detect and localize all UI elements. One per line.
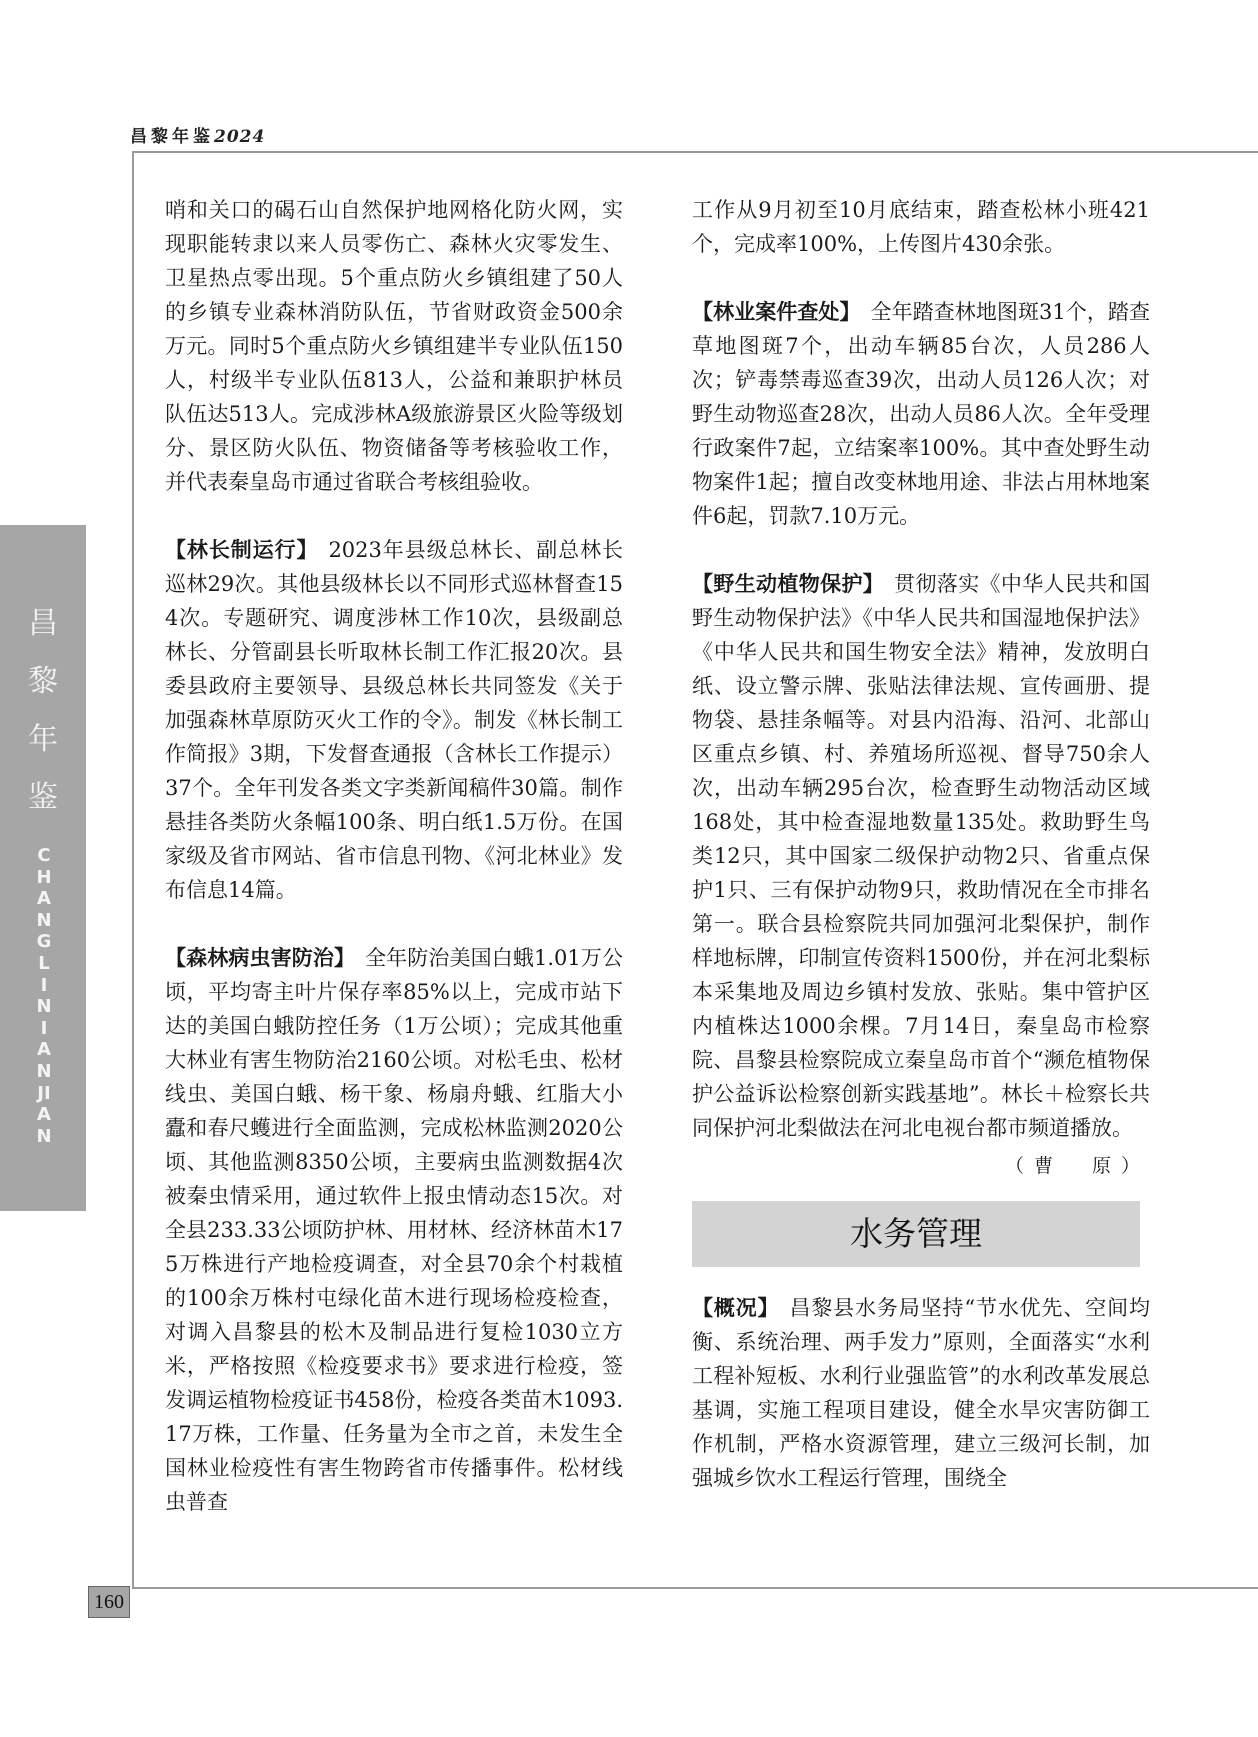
frame-bottom-rule: [132, 1587, 1258, 1589]
author-credit: （曹 原）: [1004, 1155, 1150, 1177]
left-column: [165, 193, 623, 1553]
section-heading: 【森林病虫害防治】: [165, 946, 356, 970]
section-heading: 【野生动植物保护】: [692, 572, 885, 596]
section-text: 昌黎县水务局坚持“节水优先、空间均衡、系统治理、两手发力”原则，全面落实“水利工程补短板、水利行业强监管”的水利改革发展总基调，实施工程项目建设，健全水旱灾害防御工作机制，严格水资源管理，建立三级河长制，加强城乡饮水工程运行管理，围绕全: [692, 1296, 1150, 1490]
section-text: 2023年县级总林长、副总林长巡林29次。其他县级林长以不同形式巡林督查154次。专题研究、调度涉林工作10次，县级副总林长、分管副县长听取林长制工作汇报20次。县委县政府主要领导、县级总林长共同签发《关于加强森林草原防灭火工作的令》。制发《林长制工作简报》3期，下发督查通报（含林长工作提示）37个。全年刊发各类文字类新闻稿件30篇。制作悬挂各类防火条幅100条、明白纸1.5万份。在国家级及省市网站、省市信息刊物、《河北林业》发布信息14篇。: [165, 538, 623, 902]
section-forestry-cases: [692, 295, 1150, 533]
section-title-water: 水务管理: [692, 1201, 1140, 1267]
section-text: 贯彻落实《中华人民共和国野生动物保护法》《中华人民共和国湿地保护法》《中华人民共和国生物安全法》精神，发放明白纸、设立警示牌、张贴法律法规、宣传画册、提物袋、悬挂条幅等。对县内沿海、沿河、北部山区重点乡镇、村、养殖场所巡视、督导750余人次，出动车辆295台次，检查野生动物活动区域 168处，其中检查湿地数量135处。救助野生鸟类12只，其中国家二级保护动物2只、省重点保护1只、三有保护动物9只，救助情况在全市排名第一。联合县检察院共同加强河北梨保护，制作样地标牌，印制宣传资料1500份，并在河北梨标本采集地及周边乡镇村发放、张贴。集中管护区内植株达1000余棵。7月14日，秦皇岛市检察院、昌黎县检察院成立秦皇岛市首个“濒危植物保护公益诉讼检察创新实践基地”。林长＋检察长共同保护河北梨做法在河北电视台都市频道播放。: [692, 572, 1151, 1140]
section-wildlife-protection: [692, 567, 1150, 1145]
section-heading: 【林业案件查处】: [692, 300, 861, 324]
frame-left-rule: [132, 151, 134, 1588]
running-head-title: 昌黎年鉴: [130, 127, 214, 147]
side-tab: [0, 525, 86, 1211]
side-tab-pinyin: CHANGLINIANJIAN: [36, 845, 52, 1147]
section-heading: 【概况】: [692, 1296, 780, 1320]
section-forest-chief: [165, 533, 623, 907]
section-heading: 【林长制运行】: [165, 538, 319, 562]
side-tab-chinese: 昌黎年鉴: [28, 606, 58, 815]
paragraph-pine-survey: 工作从9月初至10月底结束，踏查松林小班421个，完成率100%，上传图片430余张。: [692, 198, 1150, 256]
section-text: 全年踏查林地图斑31个，踏查草地图斑7个，出动车辆85台次，人员286人次；铲毒禁毒巡查39次，出动人员126人次；对野生动物巡查28次，出动人员86人次。全年受理行政案件7起，立结案率100%。其中查处野生动物案件1起；擅自改变林地用途、非法占用林地案件6起，罚款7.10万元。: [692, 300, 1150, 528]
section-pest-control: [165, 941, 623, 1519]
page-number: 160: [88, 1586, 130, 1618]
frame-top-rule: [132, 151, 1258, 153]
right-column: [692, 193, 1150, 1529]
section-overview: [692, 1291, 1150, 1495]
paragraph-fire-network: 哨和关口的碣石山自然保护地网格化防火网，实现职能转隶以来人员零伤亡、森林火灾零发生、卫星热点零出现。5个重点防火乡镇组建了50人的乡镇专业森林消防队伍，节省财政资金500余万元。同时5个重点防火乡镇组建半专业队伍150人，村级半专业队伍813人，公益和兼职护林员队伍达513人。完成涉林A级旅游景区火险等级划分、景区防火队伍、物资储备等考核验收工作，并代表秦皇岛市通过省联合考核组验收。: [165, 198, 623, 494]
running-head-year: 2024: [214, 127, 266, 147]
section-text: 全年防治美国白蛾1.01万公顷，平均寄主叶片保存率85%以上，完成市站下达的美国白蛾防控任务（1万公顷）；完成其他重大林业有害生物防治2160公顷。对松毛虫、松材线虫、美国白蛾、杨干象、杨扇舟蛾、红脂大小蠹和春尺蠖进行全面监测，完成松林监测2020公顷、其他监测8350公顷，主要病虫监测数据4次被秦虫情采用，通过软件上报虫情动态15次。对全县233.33公顷防护林、用材林、经济林苗木175万株进行产地检疫调查，对全县70余个村栽植的100余万株村屯绿化苗木进行现场检疫检查，对调入昌黎县的松木及制品进行复检1030立方米，严格按照《检疫要求书》要求进行检疫，签发调运植物检疫证书458份，检疫各类苗木1093.17万株，工作量、任务量为全市之首，未发生全国林业检疫性有害生物跨省市传播事件。松材线虫普查: [165, 946, 623, 1514]
running-head: [130, 122, 265, 147]
